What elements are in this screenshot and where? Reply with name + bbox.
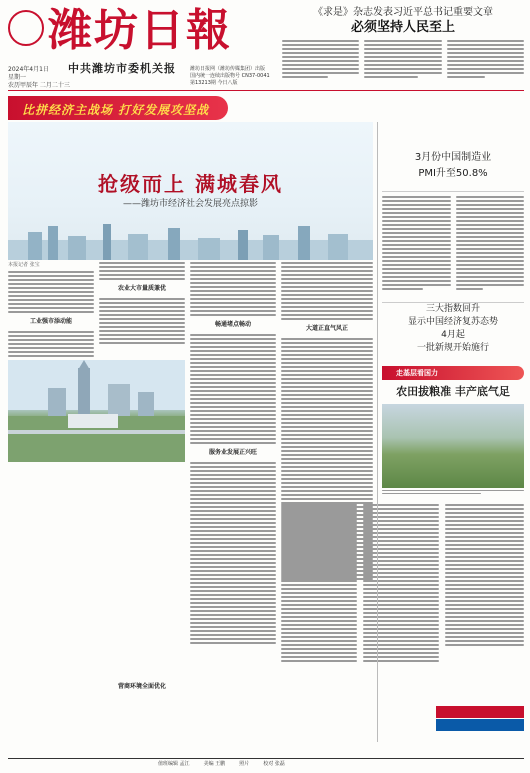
economy-news-line2: 显示中国经济复苏态势 bbox=[407, 317, 498, 327]
top-article-title: 《求是》杂志发表习近平总书记重要文章 bbox=[313, 7, 493, 18]
top-article-headline: 必须坚持人民至上 bbox=[350, 20, 455, 35]
economy-news-box[interactable] bbox=[382, 302, 524, 364]
grassroots-banner bbox=[382, 366, 524, 380]
pmi-headline-line2: PMI升至50.8% bbox=[418, 168, 488, 179]
footer-photo: 照片 bbox=[239, 761, 250, 767]
masthead bbox=[8, 4, 280, 89]
city-aerial-photo[interactable] bbox=[8, 360, 185, 462]
farmland-article-body bbox=[281, 504, 524, 704]
pmi-article-body bbox=[382, 196, 524, 300]
main-article-column-2 bbox=[99, 262, 185, 682]
new-rules-line2: 一批新规开始施行 bbox=[416, 343, 489, 353]
footer-credits bbox=[8, 758, 524, 768]
main-subhead-agriculture: 农业大市量质兼优 bbox=[117, 285, 166, 292]
main-article-column-1 bbox=[8, 262, 94, 682]
farmland-headline[interactable]: 农田拔粮准 丰产底气足 bbox=[396, 385, 510, 398]
hero-subheadline: ——潍坊市经济社会发展亮点掠影 bbox=[122, 199, 258, 209]
footer-designer: 美编 王鹏 bbox=[203, 761, 226, 767]
skyline-illustration bbox=[8, 220, 373, 260]
masthead-divider bbox=[8, 90, 524, 91]
main-article-byline: 本报记者 张宝 bbox=[8, 262, 40, 268]
main-subhead-services: 服务业发展正兴旺 bbox=[208, 449, 257, 456]
main-subhead-business: 营商环境全面优化 bbox=[117, 683, 166, 690]
footer-editor: 值班编辑 孟江 bbox=[158, 761, 190, 767]
pmi-headline-box[interactable] bbox=[382, 150, 524, 192]
farmland-photo-caption bbox=[382, 490, 524, 500]
column-divider bbox=[377, 122, 378, 742]
hero-graphic[interactable] bbox=[8, 122, 373, 260]
newspaper-logo-icon bbox=[8, 10, 44, 46]
top-article-body bbox=[282, 40, 524, 86]
grassroots-banner-text: 走基层看国力 bbox=[396, 369, 438, 377]
pmi-headline-line1: 3月份中国制造业 bbox=[414, 152, 492, 163]
main-subhead-logistics: 畅通堵点畅动 bbox=[214, 321, 251, 328]
newspaper-title: 潍坊日報 bbox=[48, 5, 232, 56]
city-aerial-illustration bbox=[8, 360, 185, 462]
main-subhead-industry: 工业强市添动能 bbox=[29, 318, 72, 325]
publication-info: 潍坊日报网（潍坊传媒集团）出版 国内统一连续出版物号 CN37-0041 第13213期 今日八版 bbox=[190, 66, 270, 86]
new-rules-line1: 4月起 bbox=[441, 330, 465, 340]
top-article[interactable] bbox=[282, 6, 524, 86]
hero-headline: 抢级而上 满城春风 bbox=[98, 172, 283, 196]
newspaper-subtitle: 中共潍坊市委机关报 bbox=[68, 62, 176, 75]
issue-date: 2024年4月1日 星期一 农历甲辰年 二月二十三 bbox=[8, 66, 70, 89]
footer-ad-red[interactable] bbox=[436, 706, 524, 718]
theme-banner bbox=[8, 96, 228, 120]
farmland-photo[interactable] bbox=[382, 404, 524, 488]
economy-news-line1: 三大指数回升 bbox=[425, 304, 480, 314]
footer-proofreader: 校对 张磊 bbox=[263, 761, 285, 767]
main-subhead-style: 大道正直气风正 bbox=[305, 325, 348, 332]
theme-banner-text: 比拼经济主战场 打好发展攻坚战 bbox=[22, 103, 210, 117]
main-article-column-3 bbox=[190, 262, 276, 682]
footer-ad-blue[interactable] bbox=[436, 719, 524, 731]
